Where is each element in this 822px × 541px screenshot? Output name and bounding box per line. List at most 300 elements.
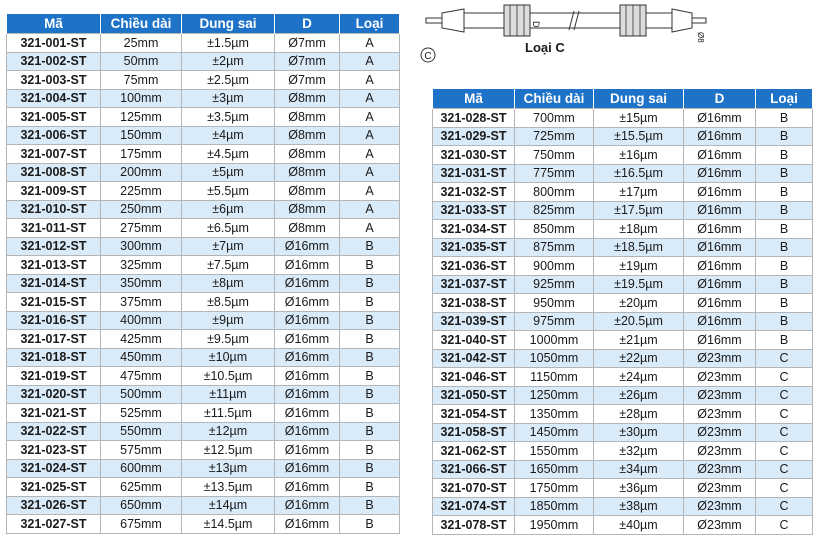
cell-length: 725mm xyxy=(515,127,594,146)
cell-tolerance: ±4.5µm xyxy=(182,145,275,164)
cell-tolerance: ±38µm xyxy=(594,497,684,516)
cell-tolerance: ±1.5µm xyxy=(182,34,275,53)
cell-tolerance: ±30µm xyxy=(594,423,684,442)
cell-type: B xyxy=(340,459,400,478)
cell-diameter: Ø16mm xyxy=(684,220,756,239)
cell-code: 321-031-ST xyxy=(433,164,515,183)
table-row xyxy=(433,275,813,294)
table-row xyxy=(433,294,813,313)
left-pin xyxy=(426,18,442,23)
cell-type: B xyxy=(756,238,813,257)
cell-type: A xyxy=(340,126,400,145)
cell-length: 1450mm xyxy=(515,423,594,442)
cell-length: 575mm xyxy=(101,441,182,460)
cell-type: B xyxy=(340,293,400,312)
cell-diameter: Ø23mm xyxy=(684,386,756,405)
cell-length: 650mm xyxy=(101,496,182,515)
cell-diameter: Ø16mm xyxy=(275,237,340,256)
cell-diameter: Ø16mm xyxy=(275,311,340,330)
cell-type: B xyxy=(340,330,400,349)
cell-tolerance: ±6µm xyxy=(182,200,275,219)
cell-type: B xyxy=(340,256,400,275)
cell-diameter: Ø16mm xyxy=(275,348,340,367)
cell-code: 321-034-ST xyxy=(433,220,515,239)
cell-diameter: Ø7mm xyxy=(275,52,340,71)
cell-tolerance: ±9µm xyxy=(182,311,275,330)
cell-code: 321-018-ST xyxy=(7,348,101,367)
type-c-rod-diagram xyxy=(414,2,714,72)
cell-code: 321-015-ST xyxy=(7,293,101,312)
cell-tolerance: ±24µm xyxy=(594,368,684,387)
cell-diameter: Ø16mm xyxy=(275,422,340,441)
cell-code: 321-074-ST xyxy=(433,497,515,516)
cell-length: 250mm xyxy=(101,200,182,219)
cell-length: 375mm xyxy=(101,293,182,312)
header-tolerance: Dung sai xyxy=(182,14,275,34)
cell-tolerance: ±12.5µm xyxy=(182,441,275,460)
cell-length: 450mm xyxy=(101,348,182,367)
table-header-row xyxy=(433,89,813,109)
cell-tolerance: ±8.5µm xyxy=(182,293,275,312)
cell-type: B xyxy=(340,515,400,534)
cell-length: 225mm xyxy=(101,182,182,201)
cell-type: A xyxy=(340,89,400,108)
table-body-left xyxy=(7,34,400,534)
cell-type: B xyxy=(756,294,813,313)
table-row xyxy=(7,163,400,182)
cell-tolerance: ±16µm xyxy=(594,146,684,165)
cell-diameter: Ø16mm xyxy=(275,515,340,534)
cell-tolerance: ±19µm xyxy=(594,257,684,276)
spec-table-right xyxy=(432,89,813,535)
cell-type: C xyxy=(756,497,813,516)
table-row xyxy=(433,442,813,461)
cell-tolerance: ±10µm xyxy=(182,348,275,367)
table-row xyxy=(7,71,400,90)
cell-length: 850mm xyxy=(515,220,594,239)
cell-type: B xyxy=(756,146,813,165)
cell-tolerance: ±2.5µm xyxy=(182,71,275,90)
cell-type: B xyxy=(340,367,400,386)
cell-diameter: Ø16mm xyxy=(275,496,340,515)
cell-type: B xyxy=(756,220,813,239)
cell-code: 321-024-ST xyxy=(7,459,101,478)
table-row xyxy=(7,496,400,515)
cell-length: 325mm xyxy=(101,256,182,275)
cell-type: C xyxy=(756,349,813,368)
cell-type: B xyxy=(340,441,400,460)
cell-code: 321-070-ST xyxy=(433,479,515,498)
cell-type: B xyxy=(340,422,400,441)
cell-tolerance: ±3µm xyxy=(182,89,275,108)
table-row xyxy=(433,220,813,239)
cell-tolerance: ±28µm xyxy=(594,405,684,424)
cell-tolerance: ±11µm xyxy=(182,385,275,404)
cell-code: 321-014-ST xyxy=(7,274,101,293)
cell-type: B xyxy=(756,312,813,331)
cell-type: B xyxy=(340,237,400,256)
cell-code: 321-007-ST xyxy=(7,145,101,164)
cell-type: A xyxy=(340,200,400,219)
cell-type: A xyxy=(340,182,400,201)
cell-length: 950mm xyxy=(515,294,594,313)
cell-code: 321-001-ST xyxy=(7,34,101,53)
cell-diameter: Ø16mm xyxy=(684,257,756,276)
table-row xyxy=(433,238,813,257)
header-diameter: D xyxy=(275,14,340,34)
cell-tolerance: ±18.5µm xyxy=(594,238,684,257)
cell-tolerance: ±19.5µm xyxy=(594,275,684,294)
cell-diameter: Ø16mm xyxy=(275,478,340,497)
cell-diameter: Ø16mm xyxy=(684,201,756,220)
cell-tolerance: ±8µm xyxy=(182,274,275,293)
cell-code: 321-006-ST xyxy=(7,126,101,145)
cell-code: 321-078-ST xyxy=(433,516,515,535)
end-diameter-label: Ø8 xyxy=(696,32,705,43)
header-tolerance: Dung sai xyxy=(594,89,684,109)
cell-length: 150mm xyxy=(101,126,182,145)
cell-type: C xyxy=(756,479,813,498)
table-row xyxy=(433,497,813,516)
cell-diameter: Ø16mm xyxy=(684,127,756,146)
cell-type: A xyxy=(340,145,400,164)
cell-length: 75mm xyxy=(101,71,182,90)
cell-length: 750mm xyxy=(515,146,594,165)
cell-type: B xyxy=(340,478,400,497)
cell-diameter: Ø16mm xyxy=(275,330,340,349)
table-row xyxy=(433,516,813,535)
cell-code: 321-004-ST xyxy=(7,89,101,108)
cell-type: B xyxy=(756,109,813,128)
table-row xyxy=(7,441,400,460)
cell-type: B xyxy=(340,311,400,330)
cell-diameter: Ø23mm xyxy=(684,497,756,516)
right-taper xyxy=(672,9,692,32)
cell-type: A xyxy=(340,52,400,71)
cell-code: 321-030-ST xyxy=(433,146,515,165)
cell-type: B xyxy=(756,201,813,220)
cell-diameter: Ø8mm xyxy=(275,163,340,182)
table-row xyxy=(433,460,813,479)
table-row xyxy=(7,348,400,367)
cell-length: 800mm xyxy=(515,183,594,202)
cell-diameter: Ø16mm xyxy=(275,274,340,293)
cell-length: 1350mm xyxy=(515,405,594,424)
cell-length: 100mm xyxy=(101,89,182,108)
header-length: Chiều dài xyxy=(515,89,594,109)
cell-type: B xyxy=(340,404,400,423)
cell-type: C xyxy=(756,423,813,442)
cell-code: 321-022-ST xyxy=(7,422,101,441)
cell-diameter: Ø16mm xyxy=(275,385,340,404)
table-row xyxy=(7,515,400,534)
cell-type: B xyxy=(756,127,813,146)
cell-length: 200mm xyxy=(101,163,182,182)
cell-diameter: Ø16mm xyxy=(684,164,756,183)
cell-length: 425mm xyxy=(101,330,182,349)
table-row xyxy=(433,331,813,350)
cell-length: 1150mm xyxy=(515,368,594,387)
cell-diameter: Ø8mm xyxy=(275,145,340,164)
cell-length: 525mm xyxy=(101,404,182,423)
cell-length: 1250mm xyxy=(515,386,594,405)
cell-length: 475mm xyxy=(101,367,182,386)
table-row xyxy=(7,311,400,330)
table-row xyxy=(433,423,813,442)
cell-type: C xyxy=(756,368,813,387)
cell-code: 321-032-ST xyxy=(433,183,515,202)
cell-diameter: Ø16mm xyxy=(684,183,756,202)
cell-length: 875mm xyxy=(515,238,594,257)
cell-diameter: Ø23mm xyxy=(684,423,756,442)
cell-diameter: Ø16mm xyxy=(684,238,756,257)
cell-code: 321-019-ST xyxy=(7,367,101,386)
cell-tolerance: ±7.5µm xyxy=(182,256,275,275)
type-marker-letter: C xyxy=(424,51,432,62)
table-row xyxy=(7,237,400,256)
header-diameter: D xyxy=(684,89,756,109)
cell-diameter: Ø23mm xyxy=(684,349,756,368)
table-row xyxy=(7,478,400,497)
cell-code: 321-054-ST xyxy=(433,405,515,424)
cell-type: B xyxy=(340,274,400,293)
cell-diameter: Ø16mm xyxy=(275,367,340,386)
cell-diameter: Ø23mm xyxy=(684,516,756,535)
cell-type: B xyxy=(340,496,400,515)
cell-length: 400mm xyxy=(101,311,182,330)
cell-length: 1050mm xyxy=(515,349,594,368)
table-row xyxy=(433,146,813,165)
cell-diameter: Ø8mm xyxy=(275,200,340,219)
cell-tolerance: ±10.5µm xyxy=(182,367,275,386)
cell-code: 321-033-ST xyxy=(433,201,515,220)
table-row xyxy=(7,200,400,219)
cell-tolerance: ±22µm xyxy=(594,349,684,368)
cell-tolerance: ±40µm xyxy=(594,516,684,535)
cell-code: 321-062-ST xyxy=(433,442,515,461)
cell-code: 321-029-ST xyxy=(433,127,515,146)
cell-tolerance: ±16.5µm xyxy=(594,164,684,183)
cell-code: 321-046-ST xyxy=(433,368,515,387)
cell-tolerance: ±14.5µm xyxy=(182,515,275,534)
cell-code: 321-035-ST xyxy=(433,238,515,257)
cell-code: 321-013-ST xyxy=(7,256,101,275)
cell-code: 321-008-ST xyxy=(7,163,101,182)
cell-diameter: Ø16mm xyxy=(275,256,340,275)
table-row xyxy=(7,367,400,386)
cell-type: B xyxy=(756,331,813,350)
cell-code: 321-040-ST xyxy=(433,331,515,350)
cell-diameter: Ø16mm xyxy=(275,293,340,312)
cell-length: 50mm xyxy=(101,52,182,71)
cell-diameter: Ø8mm xyxy=(275,126,340,145)
cell-tolerance: ±13µm xyxy=(182,459,275,478)
cell-length: 975mm xyxy=(515,312,594,331)
cell-code: 321-066-ST xyxy=(433,460,515,479)
cell-diameter: Ø16mm xyxy=(684,312,756,331)
cell-type: C xyxy=(756,442,813,461)
table-row xyxy=(7,108,400,127)
cell-type: C xyxy=(756,460,813,479)
cell-tolerance: ±5µm xyxy=(182,163,275,182)
table-row xyxy=(7,126,400,145)
cell-code: 321-037-ST xyxy=(433,275,515,294)
cell-type: A xyxy=(340,163,400,182)
cell-tolerance: ±34µm xyxy=(594,460,684,479)
cell-tolerance: ±5.5µm xyxy=(182,182,275,201)
cell-diameter: Ø23mm xyxy=(684,479,756,498)
table-row xyxy=(433,201,813,220)
header-code: Mã xyxy=(433,89,515,109)
table-row xyxy=(7,330,400,349)
cell-diameter: Ø8mm xyxy=(275,89,340,108)
cell-type: C xyxy=(756,405,813,424)
cell-type: A xyxy=(340,219,400,238)
cell-length: 925mm xyxy=(515,275,594,294)
table-row xyxy=(433,257,813,276)
table-row xyxy=(433,183,813,202)
cell-tolerance: ±6.5µm xyxy=(182,219,275,238)
cell-tolerance: ±15µm xyxy=(594,109,684,128)
table-body-right xyxy=(433,109,813,535)
cell-diameter: Ø16mm xyxy=(684,294,756,313)
cell-length: 1850mm xyxy=(515,497,594,516)
cell-code: 321-021-ST xyxy=(7,404,101,423)
cell-tolerance: ±4µm xyxy=(182,126,275,145)
table-row xyxy=(7,89,400,108)
table-row xyxy=(433,479,813,498)
cell-type: A xyxy=(340,34,400,53)
cell-code: 321-028-ST xyxy=(433,109,515,128)
cell-diameter: Ø16mm xyxy=(684,275,756,294)
cell-tolerance: ±17.5µm xyxy=(594,201,684,220)
cell-code: 321-050-ST xyxy=(433,386,515,405)
cell-diameter: Ø16mm xyxy=(275,459,340,478)
cell-tolerance: ±15.5µm xyxy=(594,127,684,146)
cell-type: B xyxy=(340,385,400,404)
cell-tolerance: ±32µm xyxy=(594,442,684,461)
cell-tolerance: ±13.5µm xyxy=(182,478,275,497)
cell-code: 321-038-ST xyxy=(433,294,515,313)
cell-length: 175mm xyxy=(101,145,182,164)
cell-tolerance: ±3.5µm xyxy=(182,108,275,127)
cell-length: 125mm xyxy=(101,108,182,127)
cell-length: 25mm xyxy=(101,34,182,53)
cell-code: 321-009-ST xyxy=(7,182,101,201)
cell-code: 321-027-ST xyxy=(7,515,101,534)
cell-length: 275mm xyxy=(101,219,182,238)
right-pin xyxy=(692,18,706,23)
cell-tolerance: ±20µm xyxy=(594,294,684,313)
cell-code: 321-039-ST xyxy=(433,312,515,331)
header-type: Loại xyxy=(340,14,400,34)
cell-length: 1650mm xyxy=(515,460,594,479)
cell-diameter: Ø23mm xyxy=(684,405,756,424)
table-row xyxy=(433,312,813,331)
cell-type: A xyxy=(340,108,400,127)
cell-type: B xyxy=(756,257,813,276)
cell-type: C xyxy=(756,386,813,405)
cell-code: 321-017-ST xyxy=(7,330,101,349)
cell-tolerance: ±18µm xyxy=(594,220,684,239)
table-row xyxy=(7,404,400,423)
table-row xyxy=(7,145,400,164)
cell-code: 321-010-ST xyxy=(7,200,101,219)
cell-tolerance: ±21µm xyxy=(594,331,684,350)
cell-code: 321-003-ST xyxy=(7,71,101,90)
cell-length: 625mm xyxy=(101,478,182,497)
cell-code: 321-042-ST xyxy=(433,349,515,368)
cell-length: 1750mm xyxy=(515,479,594,498)
table-row xyxy=(433,386,813,405)
table-row xyxy=(433,109,813,128)
cell-length: 900mm xyxy=(515,257,594,276)
cell-code: 321-020-ST xyxy=(7,385,101,404)
table-row xyxy=(433,164,813,183)
cell-length: 1550mm xyxy=(515,442,594,461)
cell-code: 321-036-ST xyxy=(433,257,515,276)
table-row xyxy=(433,405,813,424)
cell-type: A xyxy=(340,71,400,90)
cell-code: 321-002-ST xyxy=(7,52,101,71)
cell-type: B xyxy=(756,164,813,183)
cell-diameter: Ø7mm xyxy=(275,34,340,53)
cell-length: 550mm xyxy=(101,422,182,441)
diameter-label: D xyxy=(531,21,541,28)
cell-code: 321-023-ST xyxy=(7,441,101,460)
table-row xyxy=(7,385,400,404)
cell-tolerance: ±20.5µm xyxy=(594,312,684,331)
cell-code: 321-016-ST xyxy=(7,311,101,330)
table-row xyxy=(433,349,813,368)
table-row xyxy=(433,127,813,146)
cell-diameter: Ø8mm xyxy=(275,182,340,201)
cell-type: B xyxy=(756,183,813,202)
left-taper xyxy=(442,9,464,32)
cell-diameter: Ø8mm xyxy=(275,219,340,238)
table-row xyxy=(7,293,400,312)
cell-length: 1000mm xyxy=(515,331,594,350)
table-row xyxy=(7,34,400,53)
header-length: Chiều dài xyxy=(101,14,182,34)
cell-code: 321-058-ST xyxy=(433,423,515,442)
cell-tolerance: ±11.5µm xyxy=(182,404,275,423)
diagram-caption: Loại C xyxy=(525,40,565,55)
cell-length: 1950mm xyxy=(515,516,594,535)
cell-type: C xyxy=(756,516,813,535)
cell-diameter: Ø23mm xyxy=(684,442,756,461)
table-row xyxy=(7,422,400,441)
cell-length: 500mm xyxy=(101,385,182,404)
spec-table-left xyxy=(6,14,400,534)
cell-type: B xyxy=(756,275,813,294)
cell-length: 350mm xyxy=(101,274,182,293)
cell-code: 321-011-ST xyxy=(7,219,101,238)
table-row xyxy=(7,459,400,478)
table-row xyxy=(433,368,813,387)
cell-diameter: Ø7mm xyxy=(275,71,340,90)
cell-diameter: Ø16mm xyxy=(684,146,756,165)
cell-length: 775mm xyxy=(515,164,594,183)
cell-tolerance: ±14µm xyxy=(182,496,275,515)
cell-length: 825mm xyxy=(515,201,594,220)
table-row xyxy=(7,52,400,71)
table-row xyxy=(7,274,400,293)
cell-diameter: Ø16mm xyxy=(684,331,756,350)
cell-tolerance: ±17µm xyxy=(594,183,684,202)
cell-tolerance: ±9.5µm xyxy=(182,330,275,349)
header-code: Mã xyxy=(7,14,101,34)
